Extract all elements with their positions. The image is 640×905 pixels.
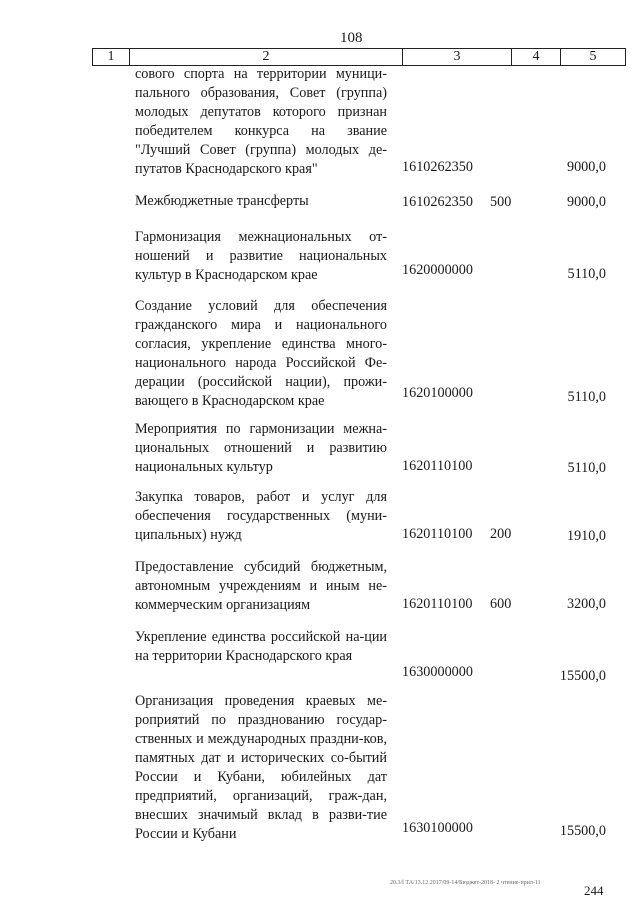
page-number: 108	[340, 30, 363, 46]
header-col-2: 2	[130, 49, 403, 65]
header-col-1: 1	[93, 49, 130, 65]
row-code: 1630100000	[402, 820, 473, 836]
row-type: 200	[490, 526, 512, 542]
header-col-4: 4	[512, 49, 561, 65]
row-description: Гармонизация межнациональных от-ношений и развитие национальных культур в Краснодарском крае	[135, 229, 387, 283]
row-code: 1610262350	[402, 194, 473, 210]
table-header	[92, 48, 626, 66]
row-amount: 3200,0	[566, 596, 606, 612]
row-code: 1620110100	[402, 458, 473, 474]
row-type: 600	[490, 596, 512, 612]
row-amount: 5110,0	[567, 389, 606, 405]
row-description: Организация проведения краевых ме-роприятий по празднованию государ-ственных и международных праздни-ков, памятных дат и исторических со-бытий России и Кубани, юбилейных дат предприятий, организаций, граж-дан, внесших значимый вклад в разви-тие России и Кубани	[135, 693, 387, 842]
row-description: Закупка товаров, работ и услуг для обеспечения государственных (муни-ципальных) нужд	[135, 489, 387, 543]
row-amount: 15500,0	[559, 668, 606, 684]
row-code: 1620110100	[402, 596, 473, 612]
row-description: Укрепление единства российской на-ции на территории Краснодарского края	[135, 629, 387, 664]
row-amount: 5110,0	[567, 460, 606, 476]
header-col-3: 3	[403, 49, 512, 65]
footer-file-path: 20.3/l ТА/13.12.2017/09-14/Бюджет-2018- 2 чтение-прил-11	[390, 880, 541, 886]
row-description: сового спорта на территории муници-пального образования, Совет (группа) молодых депутатов которого признан победителем конкурса на звание "Лучший Совет (группа) молодых де-путатов Краснодарского края"	[135, 66, 387, 177]
row-type: 500	[490, 194, 512, 210]
row-amount: 5110,0	[567, 266, 606, 282]
row-amount: 1910,0	[566, 528, 606, 544]
row-code: 1630000000	[402, 664, 473, 680]
row-description: Мероприятия по гармонизации межна-циональных отношений и развитию национальных культур	[135, 421, 387, 475]
row-code: 1610262350	[402, 159, 473, 175]
row-description: Предоставление субсидий бюджетным, автономным учреждениям и иным не-коммерческим организациям	[135, 559, 387, 613]
footer-page-number: 244	[584, 883, 604, 898]
row-amount: 9000,0	[566, 159, 606, 175]
header-col-5: 5	[589, 49, 597, 64]
row-amount: 15500,0	[559, 823, 606, 839]
row-description: Создание условий для обеспечения гражданского мира и национального согласия, укрепление единства много-национального народа Российской Фе-дерации (российской нации), прожи-вающего в Краснодарском крае	[135, 298, 387, 409]
row-code: 1620110100	[402, 526, 473, 542]
row-code: 1620000000	[402, 262, 473, 278]
row-code: 1620100000	[402, 385, 473, 401]
row-amount: 9000,0	[566, 194, 606, 210]
row-description: Межбюджетные трансферты	[135, 193, 309, 209]
